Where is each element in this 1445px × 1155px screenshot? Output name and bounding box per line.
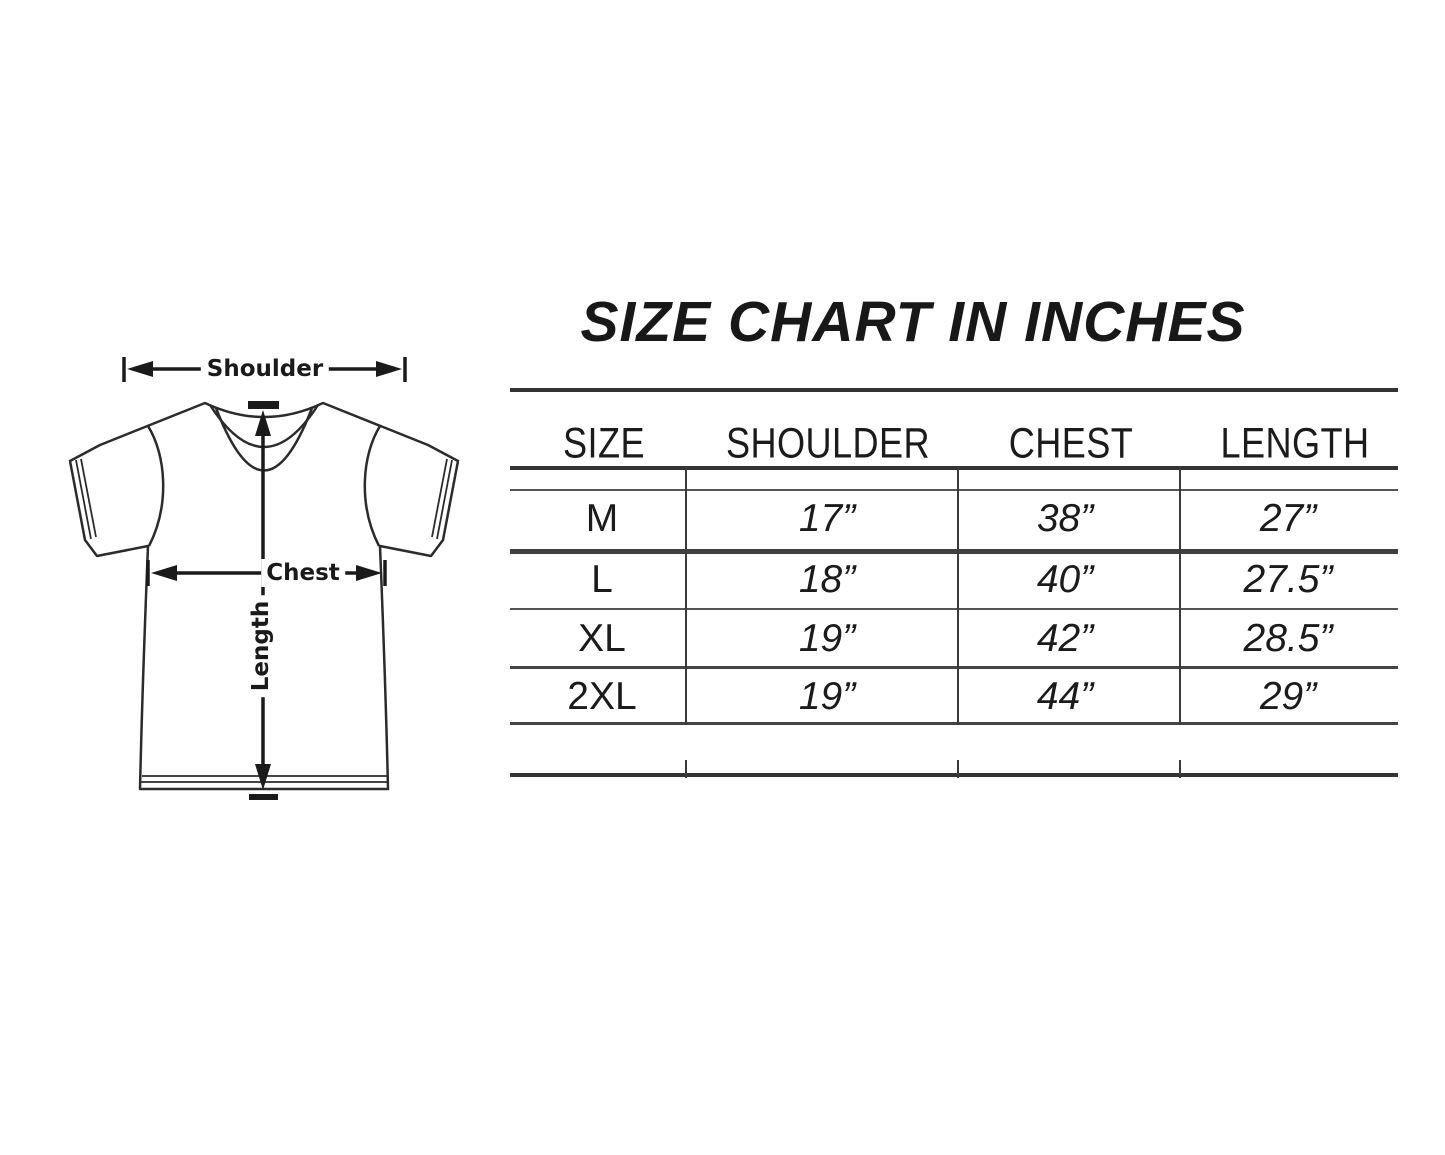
size-label: 2XL	[567, 675, 637, 718]
chest-measure-label: Chest	[261, 559, 345, 587]
shoulder-val: 18”	[798, 558, 856, 601]
table-subheader-rule	[510, 489, 1398, 491]
shoulder-val: 17”	[798, 497, 856, 540]
table-bottom-rule	[510, 773, 1398, 777]
col-divider-stub-3	[1179, 760, 1181, 778]
shoulder-val: 19”	[798, 675, 856, 718]
length-val: 27”	[1259, 497, 1317, 540]
table-row-rule-3	[510, 666, 1398, 669]
chest-val: 42”	[1036, 617, 1094, 660]
chest-val: 44”	[1036, 675, 1094, 718]
shoulder-val: 19”	[798, 617, 856, 660]
col-divider-1	[685, 466, 687, 725]
col-divider-2	[957, 466, 959, 725]
size-label: L	[591, 558, 613, 601]
table-row-rule-4	[510, 722, 1398, 725]
size-label: M	[585, 497, 619, 540]
length-val: 29”	[1259, 675, 1317, 718]
col-divider-stub-2	[957, 760, 959, 778]
length-measure-label: Length	[247, 595, 275, 697]
table-top-rule	[510, 388, 1398, 392]
table-row-rule-2	[510, 608, 1398, 610]
length-val: 28.5”	[1243, 617, 1333, 660]
shoulder-measure-label: Shoulder	[201, 355, 329, 383]
col-header-chest: CHEST	[1008, 419, 1134, 468]
col-header-shoulder: SHOULDER	[725, 419, 931, 468]
col-divider-stub-1	[685, 760, 687, 778]
chest-val: 40”	[1036, 558, 1094, 601]
col-divider-3	[1179, 466, 1181, 725]
tshirt-diagram	[0, 0, 500, 830]
length-val: 27.5”	[1243, 558, 1333, 601]
chest-val: 38”	[1036, 497, 1094, 540]
size-label: XL	[578, 617, 626, 660]
col-header-length: LENGTH	[1220, 419, 1370, 468]
col-header-size: SIZE	[563, 419, 645, 468]
table-row-rule-1	[510, 549, 1398, 554]
page-title: SIZE CHART IN INCHES	[580, 290, 1246, 354]
